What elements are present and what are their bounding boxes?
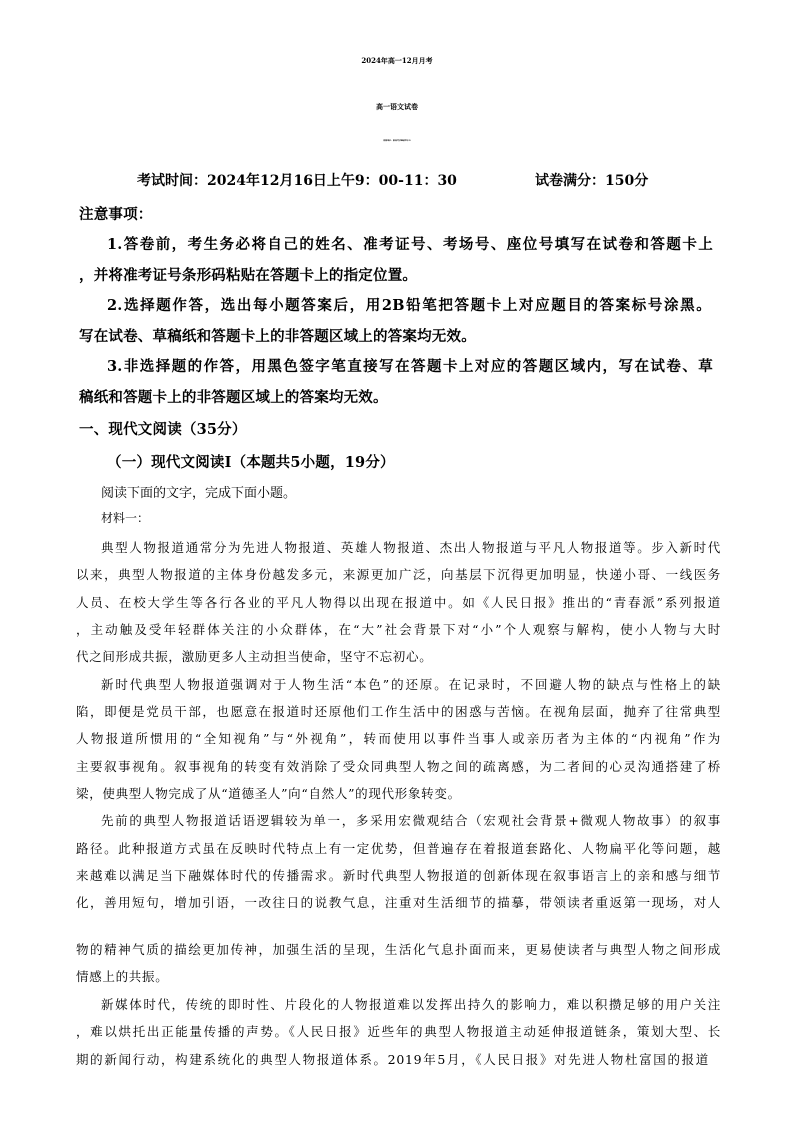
exam-time: 考试时间：2024年12月16日上午9：00-11：30	[137, 173, 457, 189]
full-score: 试卷满分：150分	[535, 173, 649, 189]
passage-line: 路径。此种报道方式虽在反映时代特点上有一定优势，但普遍存在着报道套路化、人物扁平化等问题，越	[76, 841, 721, 856]
exam-subtitle: 高一语文试卷	[376, 102, 418, 111]
notes-heading: 注意事项：	[79, 206, 153, 223]
passage-line: 主要叙事视角。叙事视角的转变有效消除了受众同典型人物之间的疏离感，为二者间的心灵沟通搭建了桥	[76, 759, 721, 774]
section-subheading: （一）现代文阅读Ⅰ（本题共5小题，19分）	[107, 454, 395, 471]
passage-line: 梁，使典型人物完成了从“道德圣人”向“自然人”的现代形象转变。	[76, 786, 461, 801]
passage-line: 以来，典型人物报道的主体身份越发多元，来源更加广泛，向基层下沉得更加明显，快递小哥、一线医务	[76, 567, 721, 582]
notes-line: ，并将准考证号条形码粘贴在答题卡上的指定位置。	[79, 267, 418, 284]
passage-line: 先前的典型人物报道话语逻辑较为单一，多采用宏微观结合（宏观社会背景+微观人物故事）的叙事	[101, 813, 721, 828]
passage-line: 情感上的共振。	[76, 969, 169, 984]
passage-line: 化，善用短句，增加引语，一改往日的说教气息，注重对生活细节的描摹，带领读者重返第一现场，对人	[76, 895, 721, 910]
passage-line: 新时代典型人物报道强调对于人物生活“本色”的还原。在记录时，不回避人物的缺点与性格上的缺	[101, 677, 721, 692]
exam-title: 2024年高一12月月考	[361, 56, 433, 65]
organizer-line: 命制单位：新高考试题研究中心	[383, 140, 411, 142]
notes-line: 3.非选择题的作答，用黑色签字笔直接写在答题卡上对应的答题区域内，写在试卷、草	[107, 358, 713, 375]
passage-line: 陷，即便是党员干部，也愿意在报道时还原他们工作生活中的困惑与苦恼。在视角层面，抛弃了往常典型	[76, 704, 721, 719]
notes-line: 稿纸和答题卡上的非答题区域上的答案均无效。	[79, 389, 388, 406]
reading-instruction: 阅读下面的文字，完成下面小题。	[101, 486, 297, 501]
passage-line: 期的新闻行动，构建系统化的典型人物报道体系。2019年5月，《人民日报》对先进人物杜富国的报道	[76, 1052, 709, 1067]
passage-line: 人物报道所惯用的“全知视角”与“外视角”，转而使用以事件当事人或亲历者为主体的“内视角”作为	[76, 731, 721, 746]
material-label: 材料一：	[101, 511, 150, 525]
section-heading: 一、现代文阅读（35分）	[79, 421, 247, 438]
passage-line: ，难以烘托出正能量传播的声势。《人民日报》近些年的典型人物报道主动延伸报道链条，策划大型、长	[76, 1024, 721, 1039]
passage-line: ，主动触及受年轻群体关注的小众群体，在“大”社会背景下对“小”个人观察与解构，使小人物与大时	[76, 622, 721, 637]
notes-line: 1.答卷前，考生务必将自己的姓名、准考证号、考场号、座位号填写在试卷和答题卡上	[107, 236, 713, 253]
passage-line: 来越难以满足当下融媒体时代的传播需求。新时代典型人物报道的创新体现在叙事语言上的亲和感与细节	[76, 868, 721, 883]
notes-line: 2.选择题作答，选出每小题答案后，用2B铅笔把答题卡上对应题目的答案标号涂黑。	[107, 297, 711, 314]
passage-line: 人员、在校大学生等各行各业的平凡人物得以出现在报道中。如《人民日报》推出的“青春派”系列报道	[76, 595, 721, 610]
passage-line: 典型人物报道通常分为先进人物报道、英雄人物报道、杰出人物报道与平凡人物报道等。步入新时代	[101, 540, 721, 555]
passage-line: 物的精神气质的描绘更加传神，加强生活的呈现，生活化气息扑面而来，更易使读者与典型人物之间形成	[76, 942, 721, 957]
passage-line: 新媒体时代，传统的即时性、片段化的人物报道难以发挥出持久的影响力，难以积攒足够的用户关注	[101, 997, 721, 1012]
passage-line: 代之间形成共振，激励更多人主动担当使命，坚守不忘初心。	[76, 649, 433, 664]
notes-line: 写在试卷、草稿纸和答题卡上的非答题区域上的答案均无效。	[79, 328, 476, 345]
